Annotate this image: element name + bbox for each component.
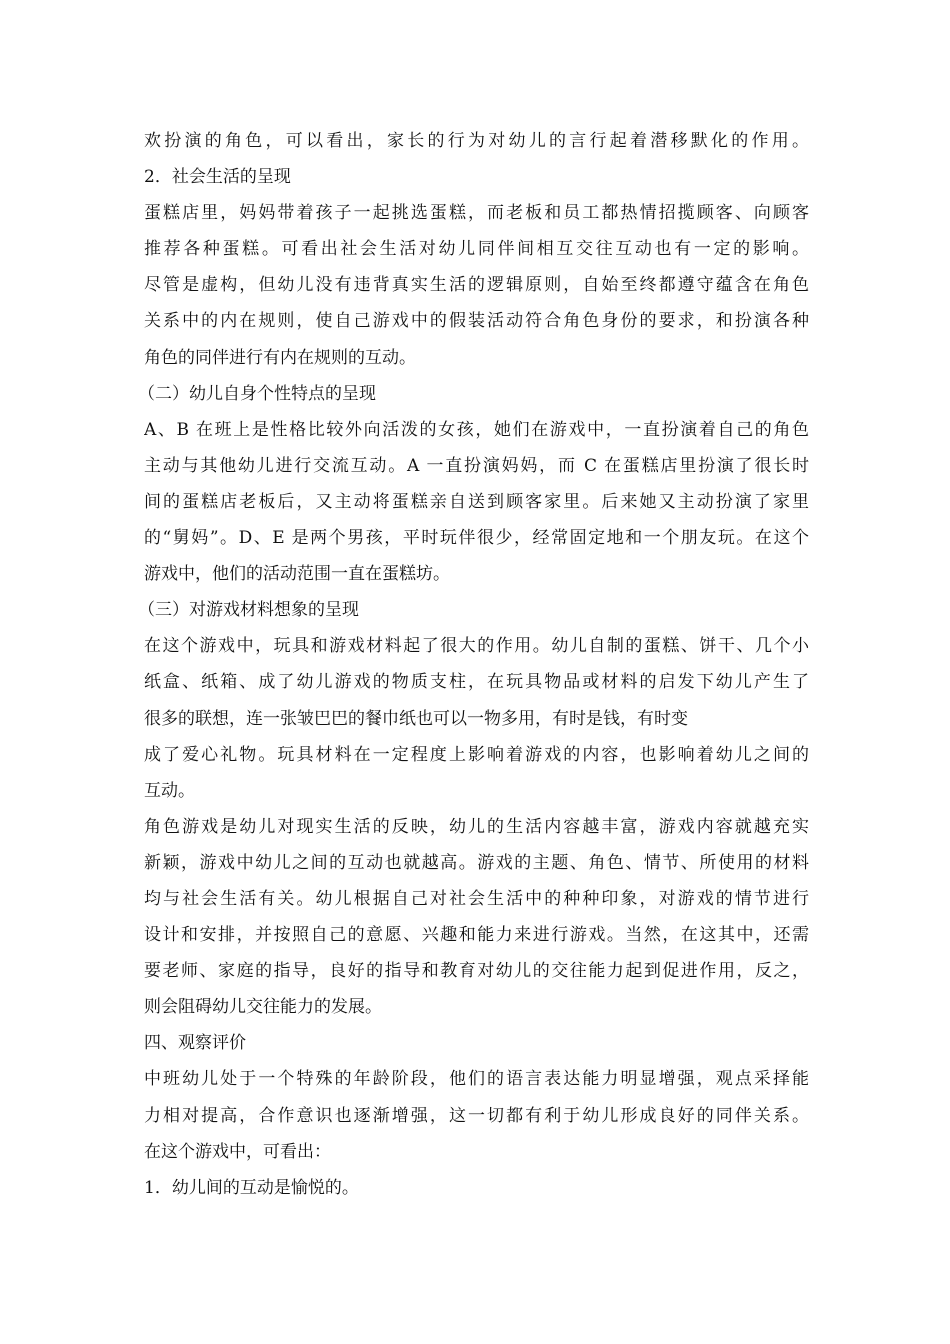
paragraph-line: 角色游戏是幼儿对现实生活的反映，幼儿的生活内容越丰富，游戏内容就越充实 (144, 816, 809, 837)
paragraph-line: 推荐各种蛋糕。可看出社会生活对幼儿同伴间相互交往互动也有一定的影响。 (144, 239, 809, 260)
paragraph-line: 均与社会生活有关。幼儿根据自己对社会生活中的种种印象，对游戏的情节进行 (144, 888, 809, 909)
document-body (138, 123, 809, 1206)
paragraph-line: 中班幼儿处于一个特殊的年龄阶段，他们的语言表达能力明显增强，观点采择能 (144, 1069, 809, 1090)
section-heading: 四、观察评价 (144, 1033, 246, 1054)
paragraph-line: 游戏中，他们的活动范围一直在蛋糕坊。 (144, 564, 450, 585)
section-heading: 2．社会生活的呈现 (144, 167, 291, 188)
paragraph-line: 很多的联想，连一张皱巴巴的餐巾纸也可以一物多用，有时是钱，有时变 (144, 708, 688, 729)
paragraph-line: 尽管是虚构，但幼儿没有违背真实生活的逻辑原则，自始至终都遵守蕴含在角色 (144, 275, 809, 296)
paragraph-line: 角色的同伴进行有内在规则的互动。 (144, 347, 416, 368)
paragraph-line: A、B 在班上是性格比较外向活泼的女孩，她们在游戏中，一直扮演着自己的角色 (144, 419, 809, 440)
paragraph-line: 主动与其他幼儿进行交流互动。A 一直扮演妈妈，而 C 在蛋糕店里扮演了很长时 (144, 455, 809, 476)
paragraph-line: 在这个游戏中，可看出： (144, 1141, 331, 1162)
list-item: 1．幼儿间的互动是愉悦的。 (144, 1177, 359, 1198)
paragraph-line: 成了爱心礼物。玩具材料在一定程度上影响着游戏的内容，也影响着幼儿之间的 (144, 744, 809, 765)
section-heading: （三）对游戏材料想象的呈现 (138, 600, 359, 621)
paragraph-line: 的“舅妈”。D、E 是两个男孩，平时玩伴很少，经常固定地和一个朋友玩。在这个 (144, 528, 809, 549)
paragraph-line: 设计和安排，并按照自己的意愿、兴趣和能力来进行游戏。当然，在这其中，还需 (144, 925, 809, 946)
paragraph-line: 要老师、家庭的指导，良好的指导和教育对幼儿的交往能力起到促进作用，反之， (144, 961, 809, 982)
paragraph-line: 力相对提高，合作意识也逐渐增强，这一切都有利于幼儿形成良好的同伴关系。 (144, 1105, 809, 1126)
paragraph-line: 蛋糕店里，妈妈带着孩子一起挑选蛋糕，而老板和员工都热情招揽顾客、向顾客 (144, 203, 809, 224)
paragraph-line: 新颖，游戏中幼儿之间的互动也就越高。游戏的主题、角色、情节、所使用的材料 (144, 852, 809, 873)
section-heading: （二）幼儿自身个性特点的呈现 (138, 383, 376, 404)
paragraph-line: 纸盒、纸箱、成了幼儿游戏的物质支柱，在玩具物品或材料的启发下幼儿产生了 (144, 672, 809, 693)
paragraph-line: 关系中的内在规则，使自己游戏中的假装活动符合角色身份的要求，和扮演各种 (144, 311, 809, 332)
paragraph-line: 欢扮演的角色，可以看出，家长的行为对幼儿的言行起着潜移默化的作用。 (144, 131, 809, 151)
paragraph-line: 互动。 (144, 780, 195, 801)
paragraph-line: 在这个游戏中，玩具和游戏材料起了很大的作用。幼儿自制的蛋糕、饼干、几个小 (144, 636, 809, 657)
paragraph-line: 则会阻碍幼儿交往能力的发展。 (144, 997, 382, 1018)
paragraph-line: 间的蛋糕店老板后，又主动将蛋糕亲自送到顾客家里。后来她又主动扮演了家里 (144, 491, 809, 512)
